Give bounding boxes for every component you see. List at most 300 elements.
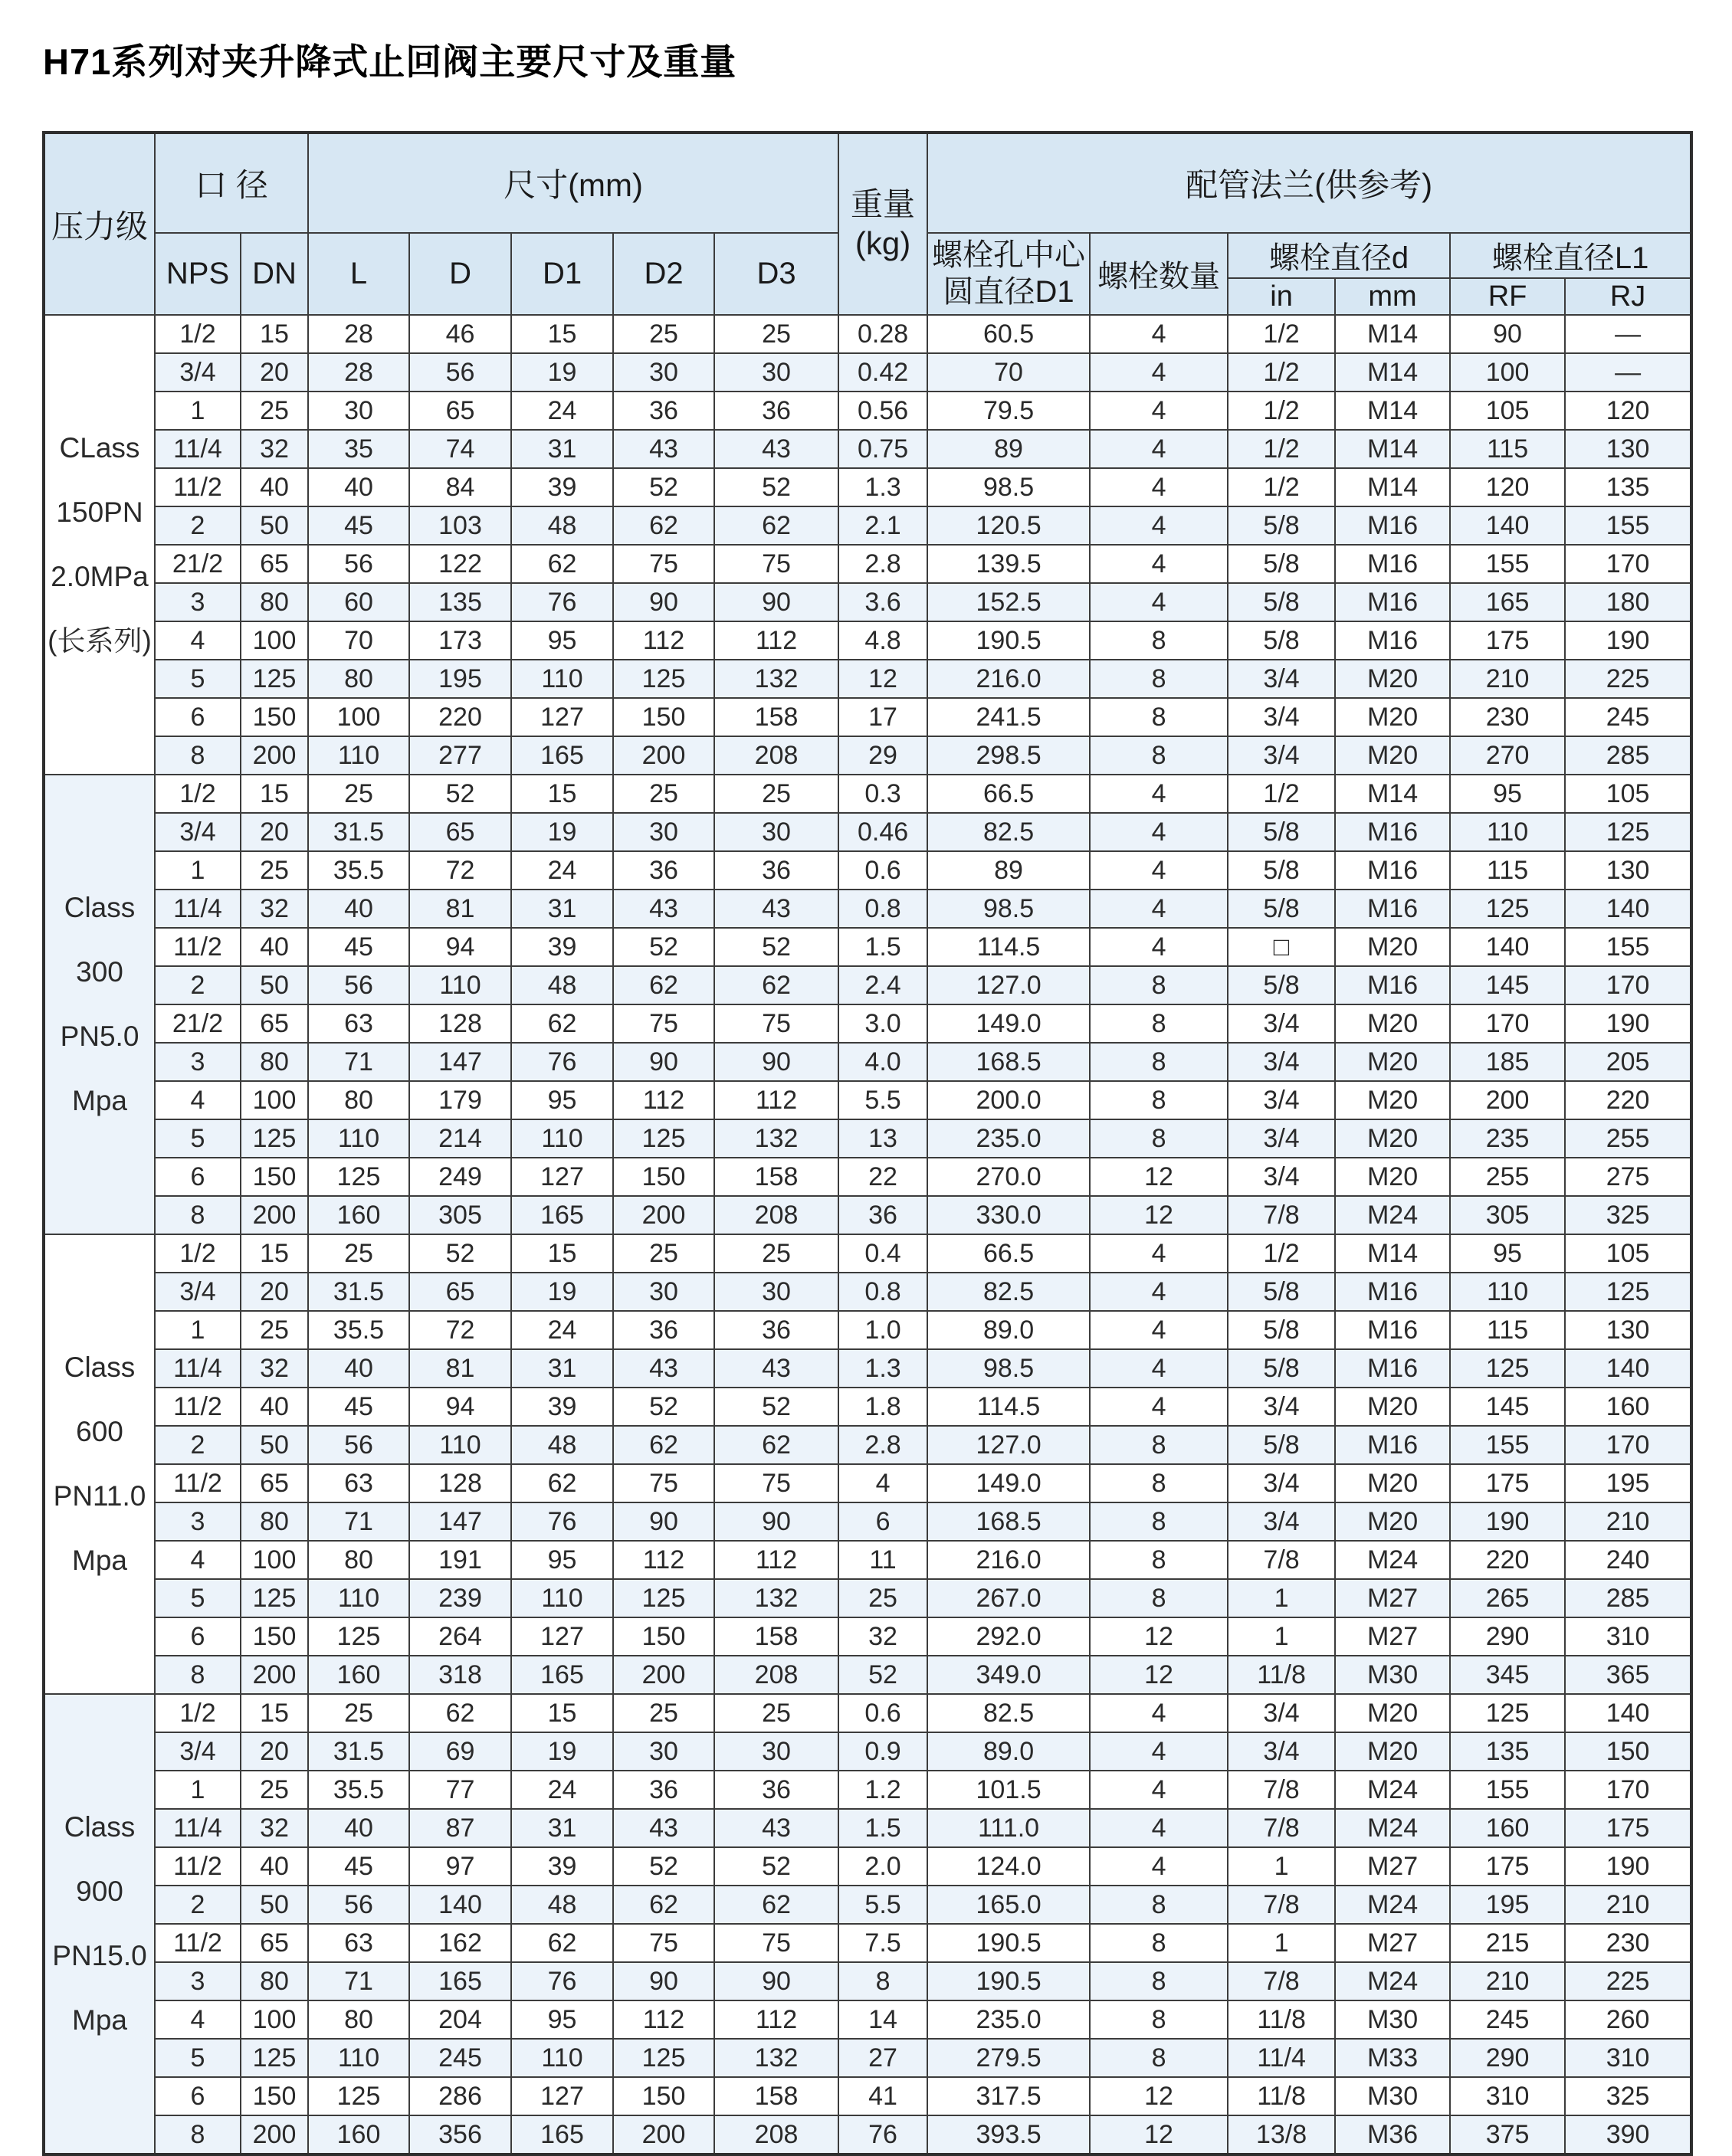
cell-d3: 208 <box>714 736 838 775</box>
cell-d1: 24 <box>511 392 613 430</box>
cell-rf: 160 <box>1450 1809 1565 1847</box>
cell-bolt-d-in: 7/8 <box>1228 1771 1335 1809</box>
cell-dn: 20 <box>241 353 308 392</box>
cell-dn: 200 <box>241 1656 308 1694</box>
cell-bolt-d-mm: M20 <box>1335 928 1450 966</box>
cell-rj: 260 <box>1565 2000 1691 2039</box>
cell-rj: 120 <box>1565 392 1691 430</box>
cell-nps: 5 <box>155 660 241 698</box>
cell-bolt-qty: 8 <box>1090 1886 1228 1924</box>
cell-bolt-d-in: 5/8 <box>1228 506 1335 545</box>
cell-d1: 15 <box>511 315 613 353</box>
cell-nps: 2 <box>155 1886 241 1924</box>
cell-d3: 208 <box>714 1656 838 1694</box>
cell-bolt-d-mm: M20 <box>1335 698 1450 736</box>
cell-weight: 17 <box>838 698 927 736</box>
cell-d: 191 <box>409 1541 511 1579</box>
cell-nps: 11/2 <box>155 1464 241 1502</box>
cell-bolt-d-mm: M14 <box>1335 392 1450 430</box>
cell-nps: 11/4 <box>155 430 241 468</box>
header-unit-mm: mm <box>1335 278 1450 315</box>
cell-rf: 110 <box>1450 813 1565 851</box>
cell-d: 162 <box>409 1924 511 1962</box>
cell-dn: 80 <box>241 1043 308 1081</box>
cell-d1: 48 <box>511 1886 613 1924</box>
cell-bolt-circle-d1: 165.0 <box>927 1886 1090 1924</box>
cell-weight: 0.56 <box>838 392 927 430</box>
cell-d3: 43 <box>714 430 838 468</box>
table-row <box>44 2115 1691 2154</box>
cell-weight: 5.5 <box>838 1886 927 1924</box>
cell-bolt-circle-d1: 168.5 <box>927 1043 1090 1081</box>
cell-bolt-circle-d1: 393.5 <box>927 2115 1090 2154</box>
cell-d: 72 <box>409 851 511 890</box>
cell-dn: 40 <box>241 468 308 506</box>
cell-bolt-qty: 12 <box>1090 1158 1228 1196</box>
cell-rf: 115 <box>1450 1311 1565 1349</box>
cell-l: 45 <box>308 1847 409 1886</box>
valve-dimensions-table <box>42 131 1693 2156</box>
cell-dn: 15 <box>241 775 308 813</box>
cell-rj: 390 <box>1565 2115 1691 2154</box>
table-row <box>44 1004 1691 1043</box>
table-row <box>44 1311 1691 1349</box>
cell-d3: 25 <box>714 1234 838 1273</box>
cell-rf: 265 <box>1450 1579 1565 1617</box>
cell-rf: 135 <box>1450 1732 1565 1771</box>
cell-l: 56 <box>308 1426 409 1464</box>
cell-d2: 112 <box>613 1541 714 1579</box>
cell-bolt-circle-d1: 349.0 <box>927 1656 1090 1694</box>
cell-weight: 76 <box>838 2115 927 2154</box>
cell-d2: 36 <box>613 851 714 890</box>
cell-d2: 150 <box>613 698 714 736</box>
cell-weight: 41 <box>838 2077 927 2115</box>
cell-rj: 190 <box>1565 1847 1691 1886</box>
table-row <box>44 1847 1691 1886</box>
cell-weight: 0.8 <box>838 1273 927 1311</box>
header-bore: 口 径 <box>155 133 308 233</box>
cell-nps: 11/2 <box>155 1847 241 1886</box>
cell-bolt-qty: 4 <box>1090 890 1228 928</box>
cell-bolt-d-in: 5/8 <box>1228 1311 1335 1349</box>
cell-d: 69 <box>409 1732 511 1771</box>
cell-bolt-qty: 4 <box>1090 430 1228 468</box>
cell-nps: 3 <box>155 1502 241 1541</box>
cell-d1: 39 <box>511 1388 613 1426</box>
cell-nps: 3/4 <box>155 813 241 851</box>
cell-bolt-qty: 8 <box>1090 1924 1228 1962</box>
table-body <box>44 315 1691 2154</box>
cell-bolt-circle-d1: 70 <box>927 353 1090 392</box>
cell-rf: 140 <box>1450 928 1565 966</box>
cell-bolt-d-mm: M14 <box>1335 1234 1450 1273</box>
cell-d3: 25 <box>714 775 838 813</box>
table-row <box>44 1732 1691 1771</box>
cell-d: 277 <box>409 736 511 775</box>
cell-bolt-d-in: 7/8 <box>1228 1886 1335 1924</box>
cell-rf: 145 <box>1450 1388 1565 1426</box>
cell-bolt-d-in: 1/2 <box>1228 353 1335 392</box>
cell-bolt-circle-d1: 139.5 <box>927 545 1090 583</box>
cell-bolt-qty: 4 <box>1090 353 1228 392</box>
cell-d: 165 <box>409 1962 511 2000</box>
cell-d: 245 <box>409 2039 511 2077</box>
cell-weight: 0.42 <box>838 353 927 392</box>
cell-l: 60 <box>308 583 409 621</box>
cell-rj: 245 <box>1565 698 1691 736</box>
cell-rj: 325 <box>1565 2077 1691 2115</box>
cell-l: 71 <box>308 1043 409 1081</box>
cell-dn: 125 <box>241 1579 308 1617</box>
header-dn: DN <box>241 233 308 315</box>
cell-rf: 155 <box>1450 1426 1565 1464</box>
cell-l: 80 <box>308 1541 409 1579</box>
cell-bolt-d-mm: M27 <box>1335 1847 1450 1886</box>
cell-rf: 210 <box>1450 1962 1565 2000</box>
cell-d: 220 <box>409 698 511 736</box>
cell-rj: 125 <box>1565 813 1691 851</box>
table-row <box>44 1081 1691 1119</box>
cell-rj: 155 <box>1565 928 1691 966</box>
cell-bolt-d-mm: M14 <box>1335 430 1450 468</box>
cell-dn: 40 <box>241 1847 308 1886</box>
cell-d3: 132 <box>714 1579 838 1617</box>
cell-bolt-d-mm: M24 <box>1335 1809 1450 1847</box>
table-row <box>44 1426 1691 1464</box>
cell-d1: 165 <box>511 1196 613 1234</box>
cell-bolt-d-mm: M16 <box>1335 621 1450 660</box>
cell-d1: 39 <box>511 928 613 966</box>
cell-l: 71 <box>308 1502 409 1541</box>
cell-dn: 20 <box>241 813 308 851</box>
cell-d2: 112 <box>613 621 714 660</box>
table-row <box>44 1158 1691 1196</box>
cell-bolt-qty: 8 <box>1090 698 1228 736</box>
cell-nps: 11/2 <box>155 468 241 506</box>
cell-weight: 25 <box>838 1579 927 1617</box>
cell-d: 249 <box>409 1158 511 1196</box>
cell-bolt-circle-d1: 79.5 <box>927 392 1090 430</box>
cell-d: 65 <box>409 1273 511 1311</box>
cell-d3: 36 <box>714 851 838 890</box>
table-row <box>44 2077 1691 2115</box>
cell-rf: 110 <box>1450 1273 1565 1311</box>
table-row <box>44 392 1691 430</box>
cell-dn: 40 <box>241 928 308 966</box>
cell-bolt-d-mm: M24 <box>1335 1541 1450 1579</box>
cell-d: 52 <box>409 1234 511 1273</box>
cell-l: 40 <box>308 468 409 506</box>
cell-nps: 3/4 <box>155 353 241 392</box>
cell-d1: 31 <box>511 1809 613 1847</box>
cell-bolt-qty: 8 <box>1090 1043 1228 1081</box>
cell-rj: 210 <box>1565 1886 1691 1924</box>
table-row <box>44 583 1691 621</box>
cell-l: 110 <box>308 736 409 775</box>
cell-l: 40 <box>308 1349 409 1388</box>
header-dim-d2: D2 <box>613 233 714 315</box>
cell-bolt-circle-d1: 114.5 <box>927 1388 1090 1426</box>
cell-bolt-d-mm: M16 <box>1335 966 1450 1004</box>
header-pressure-class: 压力级 <box>44 133 155 315</box>
cell-rf: 210 <box>1450 660 1565 698</box>
cell-l: 125 <box>308 1158 409 1196</box>
cell-dn: 100 <box>241 1541 308 1579</box>
cell-d3: 52 <box>714 468 838 506</box>
cell-d1: 62 <box>511 1004 613 1043</box>
cell-d2: 150 <box>613 2077 714 2115</box>
header-rf: RF <box>1450 278 1565 315</box>
table-row <box>44 1119 1691 1158</box>
cell-dn: 100 <box>241 621 308 660</box>
table-row <box>44 1694 1691 1732</box>
cell-dn: 65 <box>241 1924 308 1962</box>
cell-bolt-d-in: 13/8 <box>1228 2115 1335 2154</box>
cell-bolt-qty: 4 <box>1090 506 1228 545</box>
cell-rj: 150 <box>1565 1732 1691 1771</box>
cell-d3: 158 <box>714 1617 838 1656</box>
cell-d3: 208 <box>714 1196 838 1234</box>
cell-d3: 90 <box>714 1502 838 1541</box>
cell-l: 25 <box>308 1234 409 1273</box>
header-dim-d: D <box>409 233 511 315</box>
cell-d2: 125 <box>613 2039 714 2077</box>
cell-d: 77 <box>409 1771 511 1809</box>
cell-nps: 3/4 <box>155 1732 241 1771</box>
cell-nps: 11/4 <box>155 890 241 928</box>
table-row <box>44 1541 1691 1579</box>
cell-bolt-circle-d1: 114.5 <box>927 928 1090 966</box>
cell-bolt-qty: 4 <box>1090 1847 1228 1886</box>
cell-d2: 30 <box>613 353 714 392</box>
cell-dn: 150 <box>241 1158 308 1196</box>
cell-d3: 90 <box>714 1962 838 2000</box>
cell-weight: 3.0 <box>838 1004 927 1043</box>
cell-bolt-circle-d1: 235.0 <box>927 2000 1090 2039</box>
cell-bolt-circle-d1: 216.0 <box>927 660 1090 698</box>
header-dim-d3: D3 <box>714 233 838 315</box>
cell-bolt-circle-d1: 66.5 <box>927 1234 1090 1273</box>
cell-bolt-circle-d1: 98.5 <box>927 890 1090 928</box>
cell-bolt-qty: 8 <box>1090 1962 1228 2000</box>
cell-bolt-circle-d1: 89.0 <box>927 1311 1090 1349</box>
cell-dn: 50 <box>241 1886 308 1924</box>
cell-d2: 30 <box>613 1273 714 1311</box>
cell-dn: 200 <box>241 2115 308 2154</box>
cell-bolt-d-mm: M24 <box>1335 1962 1450 2000</box>
cell-nps: 8 <box>155 2115 241 2154</box>
cell-l: 25 <box>308 1694 409 1732</box>
table-row <box>44 1273 1691 1311</box>
cell-dn: 40 <box>241 1388 308 1426</box>
cell-d1: 15 <box>511 775 613 813</box>
cell-d1: 110 <box>511 660 613 698</box>
cell-d3: 112 <box>714 2000 838 2039</box>
cell-d2: 90 <box>613 1043 714 1081</box>
cell-rf: 165 <box>1450 583 1565 621</box>
header-nps: NPS <box>155 233 241 315</box>
cell-bolt-d-in: 11/8 <box>1228 2077 1335 2115</box>
cell-dn: 25 <box>241 1311 308 1349</box>
cell-bolt-circle-d1: 111.0 <box>927 1809 1090 1847</box>
cell-weight: 14 <box>838 2000 927 2039</box>
cell-d1: 76 <box>511 1962 613 2000</box>
cell-nps: 4 <box>155 621 241 660</box>
cell-d2: 200 <box>613 736 714 775</box>
cell-weight: 0.6 <box>838 851 927 890</box>
cell-bolt-d-mm: M20 <box>1335 1004 1450 1043</box>
cell-l: 110 <box>308 1119 409 1158</box>
cell-l: 63 <box>308 1464 409 1502</box>
cell-bolt-qty: 8 <box>1090 1426 1228 1464</box>
cell-weight: 1.5 <box>838 928 927 966</box>
header-flange: 配管法兰(供参考) <box>927 133 1691 233</box>
cell-weight: 0.9 <box>838 1732 927 1771</box>
cell-weight: 2.8 <box>838 545 927 583</box>
cell-bolt-circle-d1: 98.5 <box>927 468 1090 506</box>
cell-dn: 200 <box>241 736 308 775</box>
header-unit-in: in <box>1228 278 1335 315</box>
cell-nps: 8 <box>155 736 241 775</box>
cell-d1: 19 <box>511 1732 613 1771</box>
cell-d3: 62 <box>714 506 838 545</box>
cell-d1: 31 <box>511 890 613 928</box>
cell-d2: 112 <box>613 2000 714 2039</box>
cell-d: 264 <box>409 1617 511 1656</box>
cell-d2: 200 <box>613 1656 714 1694</box>
cell-bolt-d-mm: M14 <box>1335 468 1450 506</box>
cell-dn: 150 <box>241 698 308 736</box>
cell-d1: 76 <box>511 1043 613 1081</box>
cell-bolt-d-in: 1/2 <box>1228 775 1335 813</box>
cell-nps: 1 <box>155 1771 241 1809</box>
cell-d3: 75 <box>714 1924 838 1962</box>
table-row <box>44 698 1691 736</box>
cell-rj: 160 <box>1565 1388 1691 1426</box>
cell-bolt-d-in: 1/2 <box>1228 430 1335 468</box>
cell-nps: 3 <box>155 1043 241 1081</box>
cell-bolt-d-in: 7/8 <box>1228 1809 1335 1847</box>
cell-bolt-circle-d1: 292.0 <box>927 1617 1090 1656</box>
cell-d1: 24 <box>511 1311 613 1349</box>
cell-dn: 32 <box>241 430 308 468</box>
cell-l: 25 <box>308 775 409 813</box>
cell-dn: 25 <box>241 1771 308 1809</box>
cell-bolt-d-in: 5/8 <box>1228 851 1335 890</box>
cell-l: 31.5 <box>308 1732 409 1771</box>
cell-bolt-circle-d1: 200.0 <box>927 1081 1090 1119</box>
cell-bolt-d-in: 1/2 <box>1228 315 1335 353</box>
cell-weight: 0.8 <box>838 890 927 928</box>
cell-bolt-circle-d1: 330.0 <box>927 1196 1090 1234</box>
cell-d2: 43 <box>613 1809 714 1847</box>
cell-rj: — <box>1565 315 1691 353</box>
cell-bolt-qty: 4 <box>1090 1771 1228 1809</box>
cell-bolt-d-mm: M27 <box>1335 1924 1450 1962</box>
cell-d2: 25 <box>613 775 714 813</box>
cell-bolt-qty: 8 <box>1090 1119 1228 1158</box>
cell-bolt-d-in: 5/8 <box>1228 621 1335 660</box>
cell-d3: 90 <box>714 1043 838 1081</box>
cell-nps: 11/4 <box>155 1349 241 1388</box>
cell-weight: 0.75 <box>838 430 927 468</box>
cell-l: 31.5 <box>308 813 409 851</box>
table-row <box>44 2039 1691 2077</box>
cell-l: 63 <box>308 1924 409 1962</box>
cell-bolt-d-mm: M24 <box>1335 1886 1450 1924</box>
table-row <box>44 928 1691 966</box>
cell-rf: 115 <box>1450 851 1565 890</box>
cell-l: 70 <box>308 621 409 660</box>
cell-bolt-qty: 12 <box>1090 2115 1228 2154</box>
cell-bolt-d-in: 1 <box>1228 1847 1335 1886</box>
cell-nps: 1/2 <box>155 315 241 353</box>
cell-rf: 100 <box>1450 353 1565 392</box>
cell-rj: 325 <box>1565 1196 1691 1234</box>
cell-rf: 145 <box>1450 966 1565 1004</box>
cell-d1: 48 <box>511 506 613 545</box>
cell-rj: 130 <box>1565 851 1691 890</box>
cell-d1: 110 <box>511 2039 613 2077</box>
cell-rj: 205 <box>1565 1043 1691 1081</box>
cell-bolt-circle-d1: 168.5 <box>927 1502 1090 1541</box>
cell-d3: 132 <box>714 1119 838 1158</box>
table-row <box>44 1464 1691 1502</box>
cell-bolt-d-mm: M14 <box>1335 353 1450 392</box>
table-row <box>44 353 1691 392</box>
table-row <box>44 1234 1691 1273</box>
cell-bolt-qty: 12 <box>1090 2077 1228 2115</box>
cell-d3: 158 <box>714 1158 838 1196</box>
cell-bolt-circle-d1: 82.5 <box>927 1273 1090 1311</box>
cell-nps: 1/2 <box>155 1234 241 1273</box>
cell-weight: 11 <box>838 1541 927 1579</box>
table-row <box>44 506 1691 545</box>
cell-nps: 21/2 <box>155 1004 241 1043</box>
cell-bolt-circle-d1: 235.0 <box>927 1119 1090 1158</box>
cell-weight: 4.8 <box>838 621 927 660</box>
cell-bolt-d-in: 5/8 <box>1228 1273 1335 1311</box>
cell-d3: 36 <box>714 392 838 430</box>
cell-d: 147 <box>409 1043 511 1081</box>
cell-weight: 1.3 <box>838 468 927 506</box>
cell-bolt-circle-d1: 270.0 <box>927 1158 1090 1196</box>
cell-l: 35.5 <box>308 851 409 890</box>
cell-d: 195 <box>409 660 511 698</box>
cell-d: 87 <box>409 1809 511 1847</box>
cell-bolt-qty: 4 <box>1090 1234 1228 1273</box>
cell-dn: 65 <box>241 1004 308 1043</box>
cell-d3: 43 <box>714 1349 838 1388</box>
cell-d: 94 <box>409 928 511 966</box>
cell-d2: 150 <box>613 1617 714 1656</box>
cell-rj: 175 <box>1565 1809 1691 1847</box>
table-row <box>44 966 1691 1004</box>
cell-rj: 195 <box>1565 1464 1691 1502</box>
cell-bolt-d-in: 5/8 <box>1228 1349 1335 1388</box>
cell-d2: 43 <box>613 890 714 928</box>
table-row <box>44 1579 1691 1617</box>
cell-l: 71 <box>308 1962 409 2000</box>
cell-l: 160 <box>308 1196 409 1234</box>
cell-bolt-d-mm: M20 <box>1335 1732 1450 1771</box>
cell-nps: 3/4 <box>155 1273 241 1311</box>
cell-l: 110 <box>308 1579 409 1617</box>
cell-bolt-d-mm: M20 <box>1335 1694 1450 1732</box>
cell-d2: 90 <box>613 1502 714 1541</box>
cell-d3: 36 <box>714 1311 838 1349</box>
